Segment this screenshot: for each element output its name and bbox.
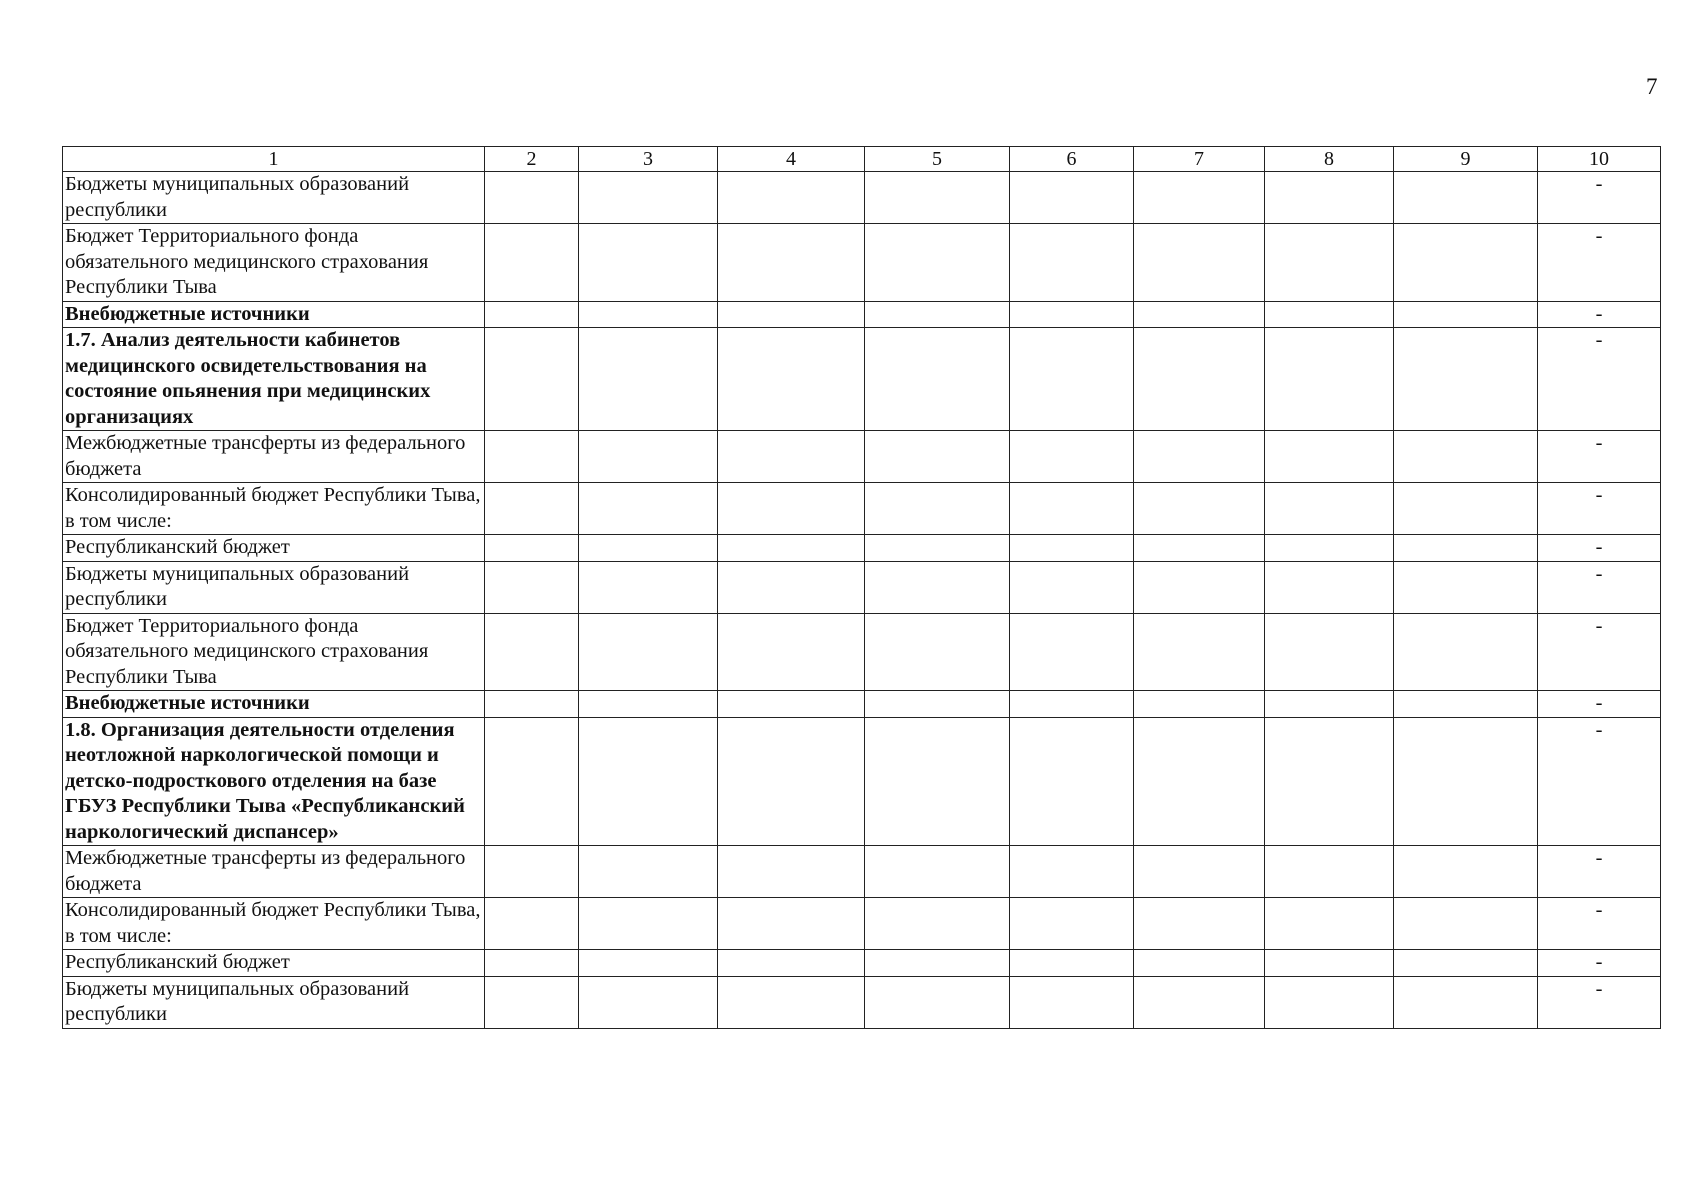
empty-cell	[1394, 691, 1538, 718]
table-row	[63, 328, 1661, 431]
column-10-value: -	[1538, 301, 1661, 328]
empty-cell	[1265, 172, 1394, 224]
column-10-value: -	[1538, 717, 1661, 846]
empty-cell	[485, 717, 579, 846]
empty-cell	[1265, 301, 1394, 328]
column-header-row	[63, 147, 1661, 172]
empty-cell	[1265, 561, 1394, 613]
row-label: Бюджеты муниципальных образований республики	[63, 172, 485, 224]
empty-cell	[1010, 561, 1134, 613]
empty-cell	[1010, 224, 1134, 302]
empty-cell	[579, 976, 718, 1028]
empty-cell	[579, 483, 718, 535]
empty-cell	[718, 224, 865, 302]
empty-cell	[579, 613, 718, 691]
empty-cell	[718, 613, 865, 691]
empty-cell	[718, 301, 865, 328]
empty-cell	[579, 950, 718, 977]
empty-cell	[1394, 483, 1538, 535]
column-10-value: -	[1538, 328, 1661, 431]
row-label: Бюджеты муниципальных образований республики	[63, 976, 485, 1028]
table-row	[63, 301, 1661, 328]
empty-cell	[1394, 431, 1538, 483]
empty-cell	[718, 950, 865, 977]
column-10-value: -	[1538, 483, 1661, 535]
empty-cell	[485, 224, 579, 302]
empty-cell	[579, 561, 718, 613]
empty-cell	[1394, 172, 1538, 224]
column-10-value: -	[1538, 172, 1661, 224]
empty-cell	[1134, 535, 1265, 562]
empty-cell	[1394, 561, 1538, 613]
empty-cell	[865, 483, 1010, 535]
row-label: Бюджет Территориального фонда обязательного медицинского страхования Республики Тыва	[63, 613, 485, 691]
empty-cell	[485, 613, 579, 691]
column-10-value: -	[1538, 561, 1661, 613]
row-label: Межбюджетные трансферты из федерального бюджета	[63, 846, 485, 898]
table-body	[63, 172, 1661, 1029]
column-header: 5	[865, 147, 1010, 172]
empty-cell	[865, 613, 1010, 691]
empty-cell	[1394, 613, 1538, 691]
table-row	[63, 561, 1661, 613]
column-10-value: -	[1538, 613, 1661, 691]
empty-cell	[865, 172, 1010, 224]
empty-cell	[579, 328, 718, 431]
empty-cell	[718, 717, 865, 846]
empty-cell	[579, 224, 718, 302]
empty-cell	[1010, 691, 1134, 718]
column-10-value: -	[1538, 898, 1661, 950]
budget-table	[62, 146, 1661, 1029]
empty-cell	[865, 224, 1010, 302]
empty-cell	[1394, 898, 1538, 950]
row-label: Бюджет Территориального фонда обязательного медицинского страхования Республики Тыва	[63, 224, 485, 302]
empty-cell	[865, 898, 1010, 950]
column-header: 10	[1538, 147, 1661, 172]
empty-cell	[1394, 976, 1538, 1028]
empty-cell	[1134, 172, 1265, 224]
empty-cell	[718, 846, 865, 898]
empty-cell	[1010, 328, 1134, 431]
empty-cell	[1134, 691, 1265, 718]
empty-cell	[485, 301, 579, 328]
empty-cell	[579, 172, 718, 224]
empty-cell	[1134, 301, 1265, 328]
column-header: 3	[579, 147, 718, 172]
empty-cell	[1134, 898, 1265, 950]
empty-cell	[1010, 898, 1134, 950]
empty-cell	[718, 431, 865, 483]
column-header: 9	[1394, 147, 1538, 172]
row-label: Внебюджетные источники	[63, 301, 485, 328]
empty-cell	[485, 172, 579, 224]
empty-cell	[1265, 976, 1394, 1028]
empty-cell	[579, 301, 718, 328]
empty-cell	[485, 898, 579, 950]
empty-cell	[579, 846, 718, 898]
empty-cell	[1394, 950, 1538, 977]
empty-cell	[485, 950, 579, 977]
empty-cell	[718, 172, 865, 224]
empty-cell	[485, 691, 579, 718]
column-10-value: -	[1538, 950, 1661, 977]
empty-cell	[485, 431, 579, 483]
table-row	[63, 224, 1661, 302]
table-row	[63, 717, 1661, 846]
empty-cell	[718, 898, 865, 950]
empty-cell	[1265, 691, 1394, 718]
empty-cell	[865, 328, 1010, 431]
table-row	[63, 950, 1661, 977]
column-10-value: -	[1538, 224, 1661, 302]
empty-cell	[718, 691, 865, 718]
row-label: Республиканский бюджет	[63, 950, 485, 977]
empty-cell	[865, 717, 1010, 846]
empty-cell	[1134, 483, 1265, 535]
empty-cell	[1010, 172, 1134, 224]
row-label: Бюджеты муниципальных образований республики	[63, 561, 485, 613]
empty-cell	[1265, 846, 1394, 898]
empty-cell	[718, 976, 865, 1028]
column-header: 1	[63, 147, 485, 172]
empty-cell	[1010, 535, 1134, 562]
empty-cell	[579, 535, 718, 562]
empty-cell	[485, 976, 579, 1028]
empty-cell	[579, 898, 718, 950]
table-row	[63, 898, 1661, 950]
empty-cell	[485, 846, 579, 898]
empty-cell	[865, 431, 1010, 483]
empty-cell	[865, 561, 1010, 613]
empty-cell	[1010, 846, 1134, 898]
empty-cell	[865, 846, 1010, 898]
empty-cell	[718, 561, 865, 613]
empty-cell	[1265, 535, 1394, 562]
empty-cell	[865, 976, 1010, 1028]
empty-cell	[865, 950, 1010, 977]
empty-cell	[1265, 613, 1394, 691]
empty-cell	[1265, 328, 1394, 431]
empty-cell	[579, 431, 718, 483]
empty-cell	[1265, 431, 1394, 483]
column-10-value: -	[1538, 431, 1661, 483]
empty-cell	[1134, 561, 1265, 613]
empty-cell	[1394, 535, 1538, 562]
empty-cell	[1010, 717, 1134, 846]
row-label: Консолидированный бюджет Республики Тыва, в том числе:	[63, 898, 485, 950]
row-label: Консолидированный бюджет Республики Тыва, в том числе:	[63, 483, 485, 535]
empty-cell	[1134, 717, 1265, 846]
column-header: 8	[1265, 147, 1394, 172]
table-row	[63, 172, 1661, 224]
empty-cell	[718, 535, 865, 562]
empty-cell	[1394, 224, 1538, 302]
empty-cell	[1265, 483, 1394, 535]
empty-cell	[1134, 224, 1265, 302]
table-row	[63, 976, 1661, 1028]
empty-cell	[485, 483, 579, 535]
table-row	[63, 535, 1661, 562]
empty-cell	[579, 717, 718, 846]
empty-cell	[1010, 976, 1134, 1028]
column-10-value: -	[1538, 976, 1661, 1028]
empty-cell	[1134, 613, 1265, 691]
empty-cell	[485, 328, 579, 431]
empty-cell	[1265, 224, 1394, 302]
column-header: 6	[1010, 147, 1134, 172]
empty-cell	[1134, 328, 1265, 431]
column-10-value: -	[1538, 535, 1661, 562]
empty-cell	[1265, 950, 1394, 977]
row-label: Межбюджетные трансферты из федерального бюджета	[63, 431, 485, 483]
row-label: Республиканский бюджет	[63, 535, 485, 562]
table-row	[63, 431, 1661, 483]
empty-cell	[1134, 950, 1265, 977]
empty-cell	[1010, 431, 1134, 483]
table-row	[63, 613, 1661, 691]
empty-cell	[718, 328, 865, 431]
empty-cell	[865, 301, 1010, 328]
empty-cell	[1134, 976, 1265, 1028]
empty-cell	[1134, 846, 1265, 898]
empty-cell	[1010, 950, 1134, 977]
row-label: 1.7. Анализ деятельности кабинетов медицинского освидетельствования на состояние опьянения при медицинских организациях	[63, 328, 485, 431]
empty-cell	[1394, 328, 1538, 431]
empty-cell	[1010, 483, 1134, 535]
empty-cell	[1010, 301, 1134, 328]
empty-cell	[1394, 717, 1538, 846]
empty-cell	[718, 483, 865, 535]
table-row	[63, 846, 1661, 898]
row-label: Внебюджетные источники	[63, 691, 485, 718]
column-10-value: -	[1538, 691, 1661, 718]
empty-cell	[865, 691, 1010, 718]
empty-cell	[1265, 898, 1394, 950]
table-row	[63, 483, 1661, 535]
empty-cell	[1134, 431, 1265, 483]
empty-cell	[1394, 301, 1538, 328]
column-header: 2	[485, 147, 579, 172]
empty-cell	[1265, 717, 1394, 846]
empty-cell	[1394, 846, 1538, 898]
empty-cell	[1010, 613, 1134, 691]
column-10-value: -	[1538, 846, 1661, 898]
empty-cell	[865, 535, 1010, 562]
empty-cell	[485, 561, 579, 613]
column-header: 4	[718, 147, 865, 172]
row-label: 1.8. Организация деятельности отделения неотложной наркологической помощи и детско-подросткового отделения на базе ГБУЗ Республики Тыва «Республиканский наркологический диспансер»	[63, 717, 485, 846]
page-number: 7	[1646, 74, 1658, 99]
column-header: 7	[1134, 147, 1265, 172]
empty-cell	[485, 535, 579, 562]
table-row	[63, 691, 1661, 718]
empty-cell	[579, 691, 718, 718]
